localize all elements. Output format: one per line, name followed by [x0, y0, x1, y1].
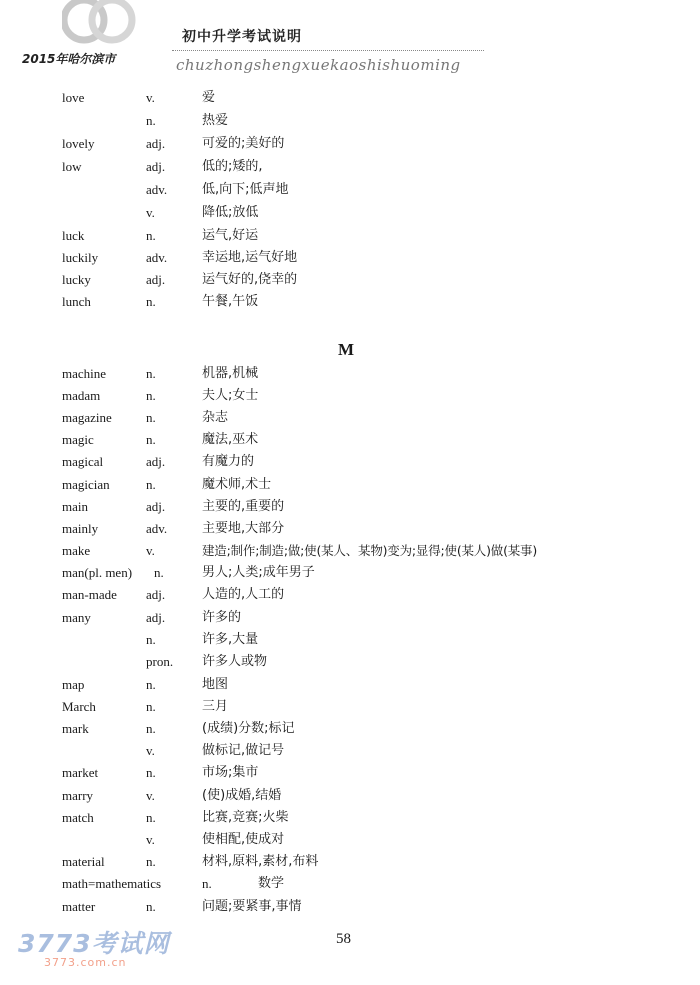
entry-word: mark	[62, 721, 89, 736]
entry-pos: n.	[146, 721, 156, 736]
entry-word: math=mathematics	[62, 876, 162, 891]
entry-pos: v.	[146, 90, 155, 105]
entry-def: 机器,机械	[202, 366, 259, 381]
entry-pos: v.	[146, 788, 155, 803]
entry-pos: adj.	[146, 454, 166, 469]
entry-pos: adv.	[146, 182, 168, 197]
watermark-url: 3773.com.cn	[44, 956, 127, 969]
entry-def: 人造的,人工的	[202, 587, 285, 602]
entry-word: man(pl. men)	[62, 565, 133, 580]
entry-def: 杂志	[202, 410, 229, 425]
entry-pos: adv.	[146, 250, 168, 265]
entry-pos: n.	[146, 432, 156, 447]
entry-def: 比赛,竞赛;火柴	[202, 810, 289, 825]
watermark-logo: 3773考试网	[18, 929, 170, 958]
entry-pos: adj.	[146, 159, 166, 174]
header-divider	[172, 50, 484, 51]
entry-def: 建造;制作;制造;做;使(某人、某物)变为;显得;使(某人)做(某事)	[202, 543, 538, 558]
entry-word: man-made	[62, 587, 117, 602]
entry-pos: n.	[146, 477, 156, 492]
entry-pos: v.	[146, 832, 155, 847]
entry-def: 三月	[202, 699, 229, 714]
entry-word: luck	[62, 228, 85, 243]
entry-word: main	[62, 499, 88, 514]
entry-def: 可爱的;美好的	[202, 136, 285, 151]
entry-def: 许多,大量	[202, 632, 259, 647]
entry-pos: n.	[146, 410, 156, 425]
entry-def: 问题;要紧事,事情	[202, 899, 302, 914]
entry-word: matter	[62, 899, 96, 914]
entry-pos: n.	[146, 854, 156, 869]
entry-word: material	[62, 854, 105, 869]
entry-def: 主要地,大部分	[202, 521, 285, 536]
entry-word: machine	[62, 366, 107, 381]
entry-def: 主要的,重要的	[202, 499, 285, 514]
entry-word: market	[62, 765, 99, 780]
entry-def: 运气好的,侥幸的	[202, 272, 298, 287]
entry-pos: v.	[146, 743, 155, 758]
entry-def: 魔法,巫术	[202, 432, 259, 447]
entry-word: March	[62, 699, 96, 714]
entry-word: magic	[62, 432, 94, 447]
entry-def: 低,向下;低声地	[202, 182, 289, 197]
entry-word: make	[62, 543, 91, 558]
entry-def: 午餐,午饭	[202, 294, 259, 309]
entry-def: 夫人;女士	[202, 388, 259, 403]
entry-word: lucky	[62, 272, 91, 287]
entry-def: 做标记,做记号	[202, 743, 285, 758]
entry-def: 使相配,使成对	[202, 832, 285, 847]
entry-pos: n.	[146, 677, 156, 692]
entry-pos: n.	[146, 632, 156, 647]
entry-pos: n.	[146, 113, 156, 128]
entry-word: luckily	[62, 250, 99, 265]
entry-def: 材料,原料,素材,布料	[202, 854, 319, 869]
entry-def: 有魔力的	[202, 454, 255, 469]
entry-word: love	[62, 90, 85, 105]
entry-word: madam	[62, 388, 101, 403]
entry-def: 低的;矮的,	[202, 159, 263, 174]
entry-def: 许多人或物	[202, 654, 268, 669]
entry-def: 降低;放低	[202, 205, 259, 220]
entry-pos: n.	[154, 565, 164, 580]
entry-def: 市场;集市	[202, 765, 259, 780]
entry-pos: n.	[146, 899, 156, 914]
entry-pos: v.	[146, 543, 155, 558]
section-heading: M	[338, 340, 355, 359]
entry-pos: adj.	[146, 499, 166, 514]
entry-def: 男人;人类;成年男子	[202, 565, 315, 580]
entry-def: 爱	[202, 90, 216, 105]
entry-def: 幸运地,运气好地	[202, 250, 298, 265]
entry-word: map	[62, 677, 85, 692]
entry-word: lunch	[62, 294, 91, 309]
entry-pos: pron.	[146, 654, 174, 669]
entry-pos: n.	[146, 388, 156, 403]
entry-def: 地图	[202, 677, 229, 692]
entry-word: magician	[62, 477, 110, 492]
entry-pos: n.	[146, 699, 156, 714]
entry-pos: n.	[146, 810, 156, 825]
entry-word: mainly	[62, 521, 99, 536]
entry-word: match	[62, 810, 94, 825]
entry-pos: adj.	[146, 272, 166, 287]
entry-def: 魔术师,术士	[202, 477, 272, 492]
entry-word: magical	[62, 454, 104, 469]
entry-word: marry	[62, 788, 94, 803]
entry-pos: adj.	[146, 610, 166, 625]
entry-pos: n.	[146, 366, 156, 381]
page-number: 58	[336, 931, 351, 947]
entry-def: 运气,好运	[202, 228, 259, 243]
header-title: 初中升学考试说明	[182, 29, 302, 45]
entry-pos: n.	[146, 294, 156, 309]
entry-def: 许多的	[202, 610, 242, 625]
entry-pos: adj.	[146, 136, 166, 151]
entry-pos: n.	[146, 228, 156, 243]
entry-def: (成绩)分数;标记	[202, 721, 295, 736]
entry-def: 热爱	[202, 113, 229, 128]
entry-pos: adv.	[146, 521, 168, 536]
entry-pos: adj.	[146, 587, 166, 602]
entry-word: lovely	[62, 136, 95, 151]
entry-word: many	[62, 610, 91, 625]
entry-word: magazine	[62, 410, 112, 425]
header-edition: 2015年哈尔滨市	[22, 52, 116, 66]
entry-word: low	[62, 159, 82, 174]
entry-def: 数学	[258, 876, 285, 891]
entry-pos: n.	[202, 876, 212, 891]
entry-pos: v.	[146, 205, 155, 220]
header-pinyin: chuzhongshengxuekaoshishuoming	[176, 56, 461, 74]
entry-def: (使)成婚,结婚	[202, 788, 282, 803]
entry-pos: n.	[146, 765, 156, 780]
